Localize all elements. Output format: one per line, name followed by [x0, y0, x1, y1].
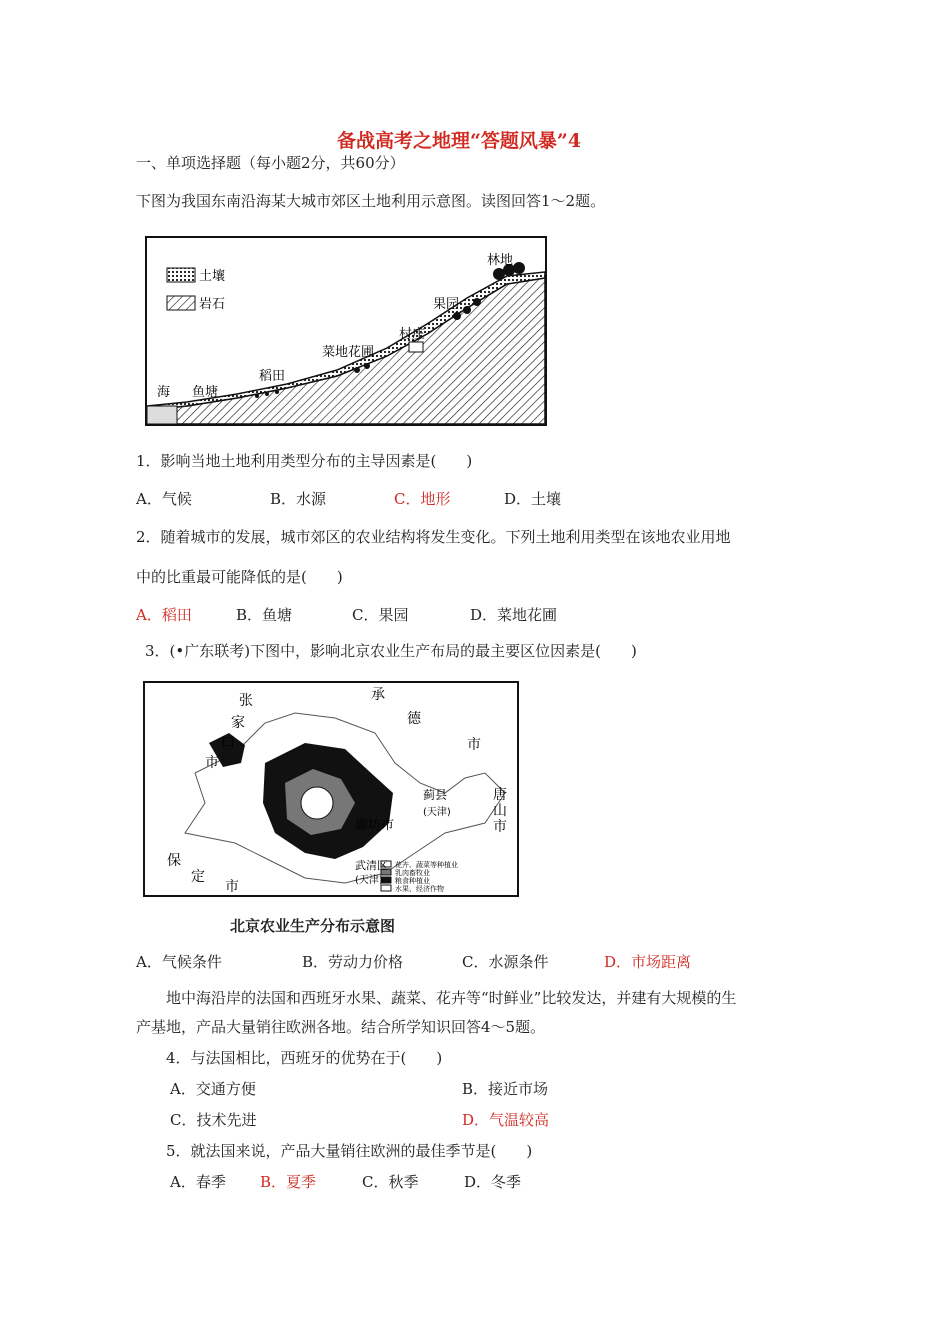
- legend-fruits: 水果、经济作物: [395, 885, 444, 893]
- legend-rock: 岩石: [199, 297, 226, 312]
- place-jixian: 蓟县: [423, 788, 448, 802]
- land-use-diagram: [147, 238, 545, 424]
- question-5-stem: 5．就法国来说，产品大量销往欧洲的最佳季节是( ): [166, 1142, 533, 1160]
- question-2-stem-line2: 中的比重最可能降低的是( ): [136, 568, 343, 586]
- label-fish-pond: 鱼塘: [192, 385, 219, 400]
- place-zhang: 张: [239, 693, 253, 709]
- q1-option-a[interactable]: A．气候: [136, 490, 192, 508]
- label-sea: 海: [157, 385, 171, 400]
- label-forest: 林地: [487, 253, 514, 268]
- place-de: 德: [407, 711, 421, 727]
- q1-option-d[interactable]: D．土壤: [504, 490, 562, 508]
- intro-text-1: 下图为我国东南沿海某大城市郊区土地利用示意图。读图回答1～2题。: [136, 192, 606, 210]
- q3-option-c[interactable]: C．水源条件: [462, 953, 549, 971]
- legend-grain: 粮食种植业: [395, 877, 430, 885]
- place-shi-1: 市: [205, 755, 219, 771]
- q3-option-a[interactable]: A．气候条件: [136, 953, 222, 971]
- q1-option-b[interactable]: B．水源: [270, 490, 327, 508]
- place-ding: 定: [191, 869, 205, 885]
- question-2-stem-line1: 2．随着城市的发展，城市郊区的农业结构将发生变化。下列土地利用类型在该地农业用地: [136, 528, 731, 546]
- question-3-stem: 3．(•广东联考)下图中，影响北京农业生产布局的最主要区位因素是( ): [145, 642, 637, 660]
- intro-text-2-line2: 产基地，产品大量销往欧洲各地。结合所学知识回答4～5题。: [136, 1018, 546, 1036]
- question-1-stem: 1．影响当地土地利用类型分布的主导因素是( ): [136, 452, 473, 470]
- beijing-agriculture-map: [143, 681, 519, 897]
- place-kou: 口: [221, 735, 235, 751]
- legend-flowers-vegetables: 花卉、蔬菜等种植业: [395, 861, 458, 869]
- place-langfang: 廊坊市: [355, 818, 395, 833]
- q2-option-a[interactable]: A．稻田: [136, 606, 192, 624]
- q4-option-a[interactable]: A．交通方便: [170, 1080, 256, 1098]
- map-caption: 北京农业生产分布示意图: [230, 917, 396, 935]
- place-tang: 唐: [493, 787, 507, 803]
- q4-option-b[interactable]: B．接近市场: [462, 1080, 549, 1098]
- beijing-map-diagram: [145, 683, 517, 895]
- place-shi-2: 市: [467, 737, 481, 753]
- place-jixian-tianjin: (天津): [423, 807, 451, 818]
- intro-text-2-line1: 地中海沿岸的法国和西班牙水果、蔬菜、花卉等“时鲜业”比较发达，并建有大规模的生: [166, 989, 737, 1007]
- q2-option-d[interactable]: D．菜地花圃: [470, 606, 558, 624]
- q4-option-c[interactable]: C．技术先进: [170, 1111, 257, 1129]
- page-title: 备战高考之地理“答题风暴”4: [337, 130, 582, 152]
- q5-option-b[interactable]: B．夏季: [260, 1173, 317, 1191]
- label-paddy: 稻田: [259, 369, 286, 384]
- q3-option-b[interactable]: B．劳动力价格: [302, 953, 404, 971]
- label-village: 村庄: [399, 327, 426, 342]
- q5-option-c[interactable]: C．秋季: [362, 1173, 419, 1191]
- place-bao: 保: [167, 853, 181, 869]
- q3-option-d[interactable]: D．市场距离: [604, 953, 692, 971]
- q5-option-a[interactable]: A．春季: [170, 1173, 226, 1191]
- q4-option-d[interactable]: D．气温较高: [462, 1111, 550, 1129]
- label-orchard: 果园: [433, 297, 460, 312]
- place-cheng: 承: [371, 687, 385, 703]
- q5-option-d[interactable]: D．冬季: [464, 1173, 522, 1191]
- q2-option-c[interactable]: C．果园: [352, 606, 409, 624]
- section-heading: 一、单项选择题（每小题2分，共60分）: [136, 154, 405, 172]
- place-shan: 山: [493, 803, 507, 819]
- land-use-figure: [145, 236, 547, 426]
- place-shi-4: 市: [225, 879, 239, 895]
- q1-option-c[interactable]: C．地形: [394, 490, 451, 508]
- legend-livestock: 乳肉畜牧业: [395, 869, 430, 877]
- place-shi-3: 市: [493, 819, 507, 835]
- legend-soil: 土壤: [199, 269, 226, 284]
- q2-option-b[interactable]: B．鱼塘: [236, 606, 293, 624]
- question-4-stem: 4．与法国相比，西班牙的优势在于( ): [166, 1049, 443, 1067]
- place-wuqing: 武清区: [355, 859, 388, 872]
- place-jia: 家: [231, 715, 245, 731]
- place-wuqing-tianjin: (天津): [355, 875, 383, 886]
- label-vegetable-garden: 菜地花圃: [322, 345, 375, 360]
